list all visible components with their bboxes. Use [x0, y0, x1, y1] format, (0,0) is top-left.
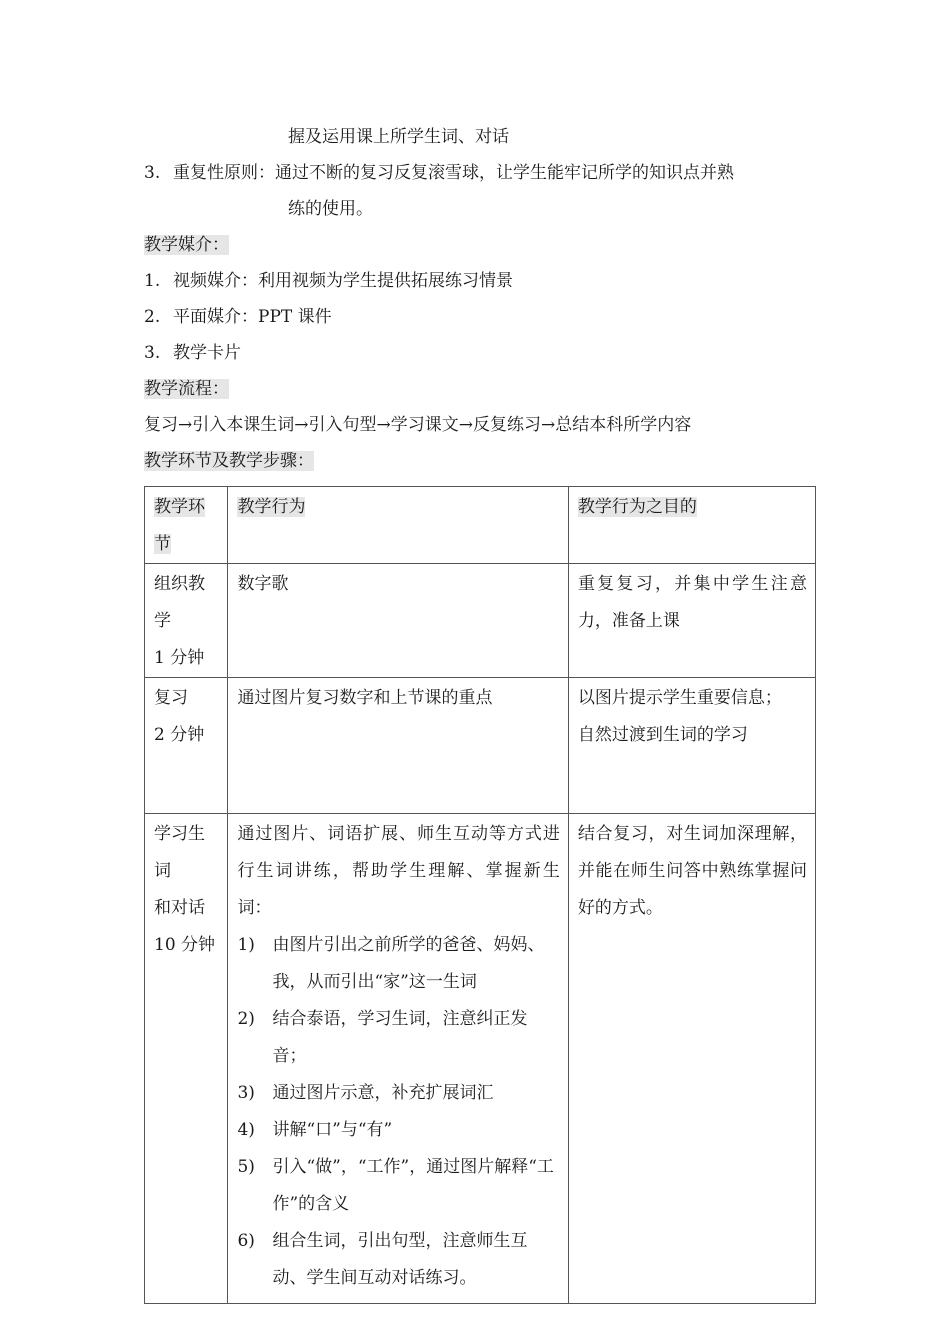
principle-3-title: 重复性原则： [173, 163, 275, 183]
header-purpose: 教学行为之目的 [568, 487, 815, 564]
list-item: 3) 通过图片示意，补充扩展词汇 [237, 1083, 494, 1103]
list-item: 5) 引入“做”，“工作”，通过图片解释“工作”的含义 [237, 1157, 554, 1214]
action-cell: 数字歌 [228, 564, 568, 678]
action-cell: 通过图片、词语扩展、师生互动等方式进行生词讲练，帮助学生理解、掌握新生词： 1) 由图片引出之前所学的爸爸、妈妈、我，从而引出“家”这一生词 2) 结合泰语，学习生词，注意纠正发音； 3) 通过图片示意，补充扩展词汇 4) 讲解“口”与“有” 5) 引入“做”，“工作”，通过图片解释“工作”的含义 6) 组合生词，引出句型，注意师生互动、学生间互动对话练习。 [228, 814, 568, 1304]
steps-heading: 教学环节及教学步骤： [144, 451, 314, 471]
principle-3-line2: 练的使用。 [288, 199, 373, 219]
principle-3-number: 3. [144, 163, 161, 183]
header-stage: 教学环节 [145, 487, 228, 564]
teaching-steps-table [144, 486, 816, 1304]
media-item: 1. 视频媒介：利用视频为学生提供拓展练习情景 [144, 271, 513, 291]
list-item: 6) 组合生词，引出句型，注意师生互动、学生间互动对话练习。 [237, 1231, 528, 1288]
principle-3 [144, 155, 734, 191]
media-heading: 教学媒介： [144, 235, 229, 255]
purpose-cell: 结合复习，对生词加深理解，并能在师生问答中熟练掌握问好的方式。 [568, 814, 815, 1304]
table-row [145, 564, 816, 678]
action-cell: 通过图片复习数字和上节课的重点 [228, 678, 568, 814]
process-heading: 教学流程： [144, 379, 229, 399]
media-item: 3. 教学卡片 [144, 343, 241, 363]
purpose-cell: 重复复习，并集中学生注意力，准备上课 [568, 564, 815, 678]
stage-cell: 组织教学 1 分钟 [145, 564, 228, 678]
principle-3-line1: 通过不断的复习反复滚雪球，让学生能牢记所学的知识点并熟 [275, 163, 734, 183]
table-header-row [145, 487, 816, 564]
stage-cell: 学习生词 和对话 10 分钟 [145, 814, 228, 1304]
purpose-cell: 以图片提示学生重要信息； 自然过渡到生词的学习 [568, 678, 815, 814]
table-row [145, 678, 816, 814]
list-item: 4) 讲解“口”与“有” [237, 1120, 393, 1140]
process-flow: 复习→引入本课生词→引入句型→学习课文→反复练习→总结本科所学内容 [144, 415, 692, 435]
list-item: 1) 由图片引出之前所学的爸爸、妈妈、我，从而引出“家”这一生词 [237, 935, 545, 992]
header-action: 教学行为 [228, 487, 568, 564]
principle-2-continuation: 握及运用课上所学生词、对话 [288, 127, 509, 147]
stage-cell: 复习 2 分钟 [145, 678, 228, 814]
list-item: 2) 结合泰语，学习生词，注意纠正发音； [237, 1009, 528, 1066]
table-row [145, 814, 816, 1304]
media-item: 2. 平面媒介：PPT 课件 [144, 307, 332, 327]
sub-step-list [237, 927, 559, 1297]
